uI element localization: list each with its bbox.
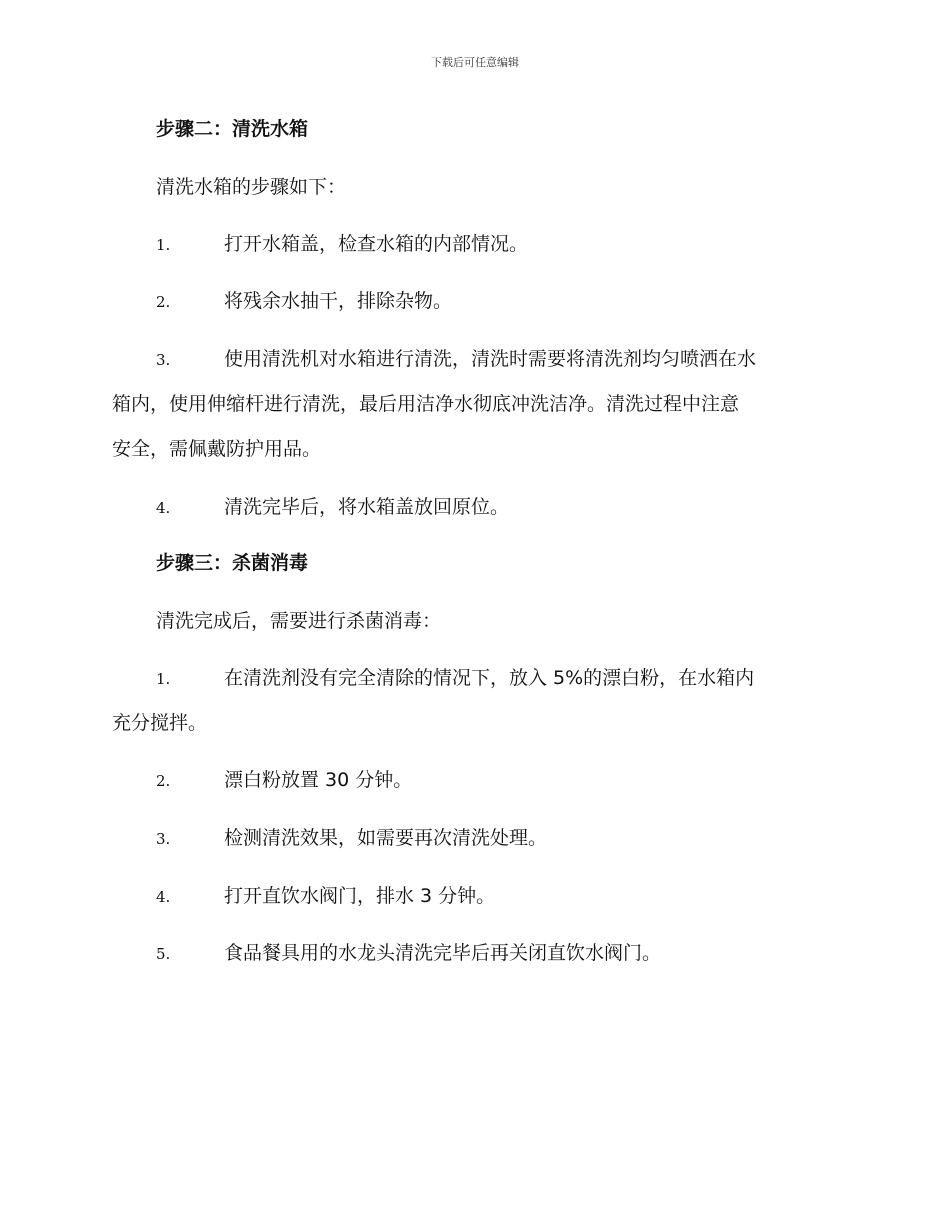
list-item-text: 打开直饮水阀门，排水 3 分钟。: [224, 885, 496, 907]
list-number: 3.: [156, 351, 171, 369]
section-heading: 步骤三：杀菌消毒: [156, 552, 309, 574]
list-item-text: 安全，需佩戴防护用品。: [112, 438, 322, 460]
list-number: 5.: [156, 945, 171, 963]
list-item-text: 箱内，使用伸缩杆进行清洗，最后用洁净水彻底冲洗洁净。清洗过程中注意: [112, 393, 740, 415]
list-item-text: 清洗完毕后，将水箱盖放回原位。: [224, 496, 510, 518]
list-number: 1.: [156, 236, 171, 254]
list-item-text: 在清洗剂没有完全清除的情况下，放入 5%的漂白粉，在水箱内: [224, 667, 755, 689]
list-number: 4.: [156, 499, 171, 517]
list-item-text: 将残余水抽干，排除杂物。: [224, 290, 453, 312]
list-number: 2.: [156, 772, 171, 790]
list-item-text: 充分搅拌。: [112, 712, 208, 734]
section-intro: 清洗水箱的步骤如下：: [156, 176, 347, 198]
list-item-text: 打开水箱盖，检查水箱的内部情况。: [224, 233, 529, 255]
list-item-text: 漂白粉放置 30 分钟。: [224, 769, 413, 791]
list-item-text: 食品餐具用的水龙头清洗完毕后再关闭直饮水阀门。: [224, 942, 662, 964]
list-number: 1.: [156, 670, 171, 688]
list-item-text: 使用清洗机对水箱进行清洗，清洗时需要将清洗剂均匀喷洒在水: [224, 348, 757, 370]
list-number: 4.: [156, 888, 171, 906]
list-item-text: 检测清洗效果，如需要再次清洗处理。: [224, 827, 548, 849]
page-header: 下载后可任意编辑: [431, 56, 519, 69]
section-intro: 清洗完成后，需要进行杀菌消毒：: [156, 610, 442, 632]
section-heading: 步骤二：清洗水箱: [156, 118, 309, 140]
list-number: 2.: [156, 293, 171, 311]
list-number: 3.: [156, 830, 171, 848]
